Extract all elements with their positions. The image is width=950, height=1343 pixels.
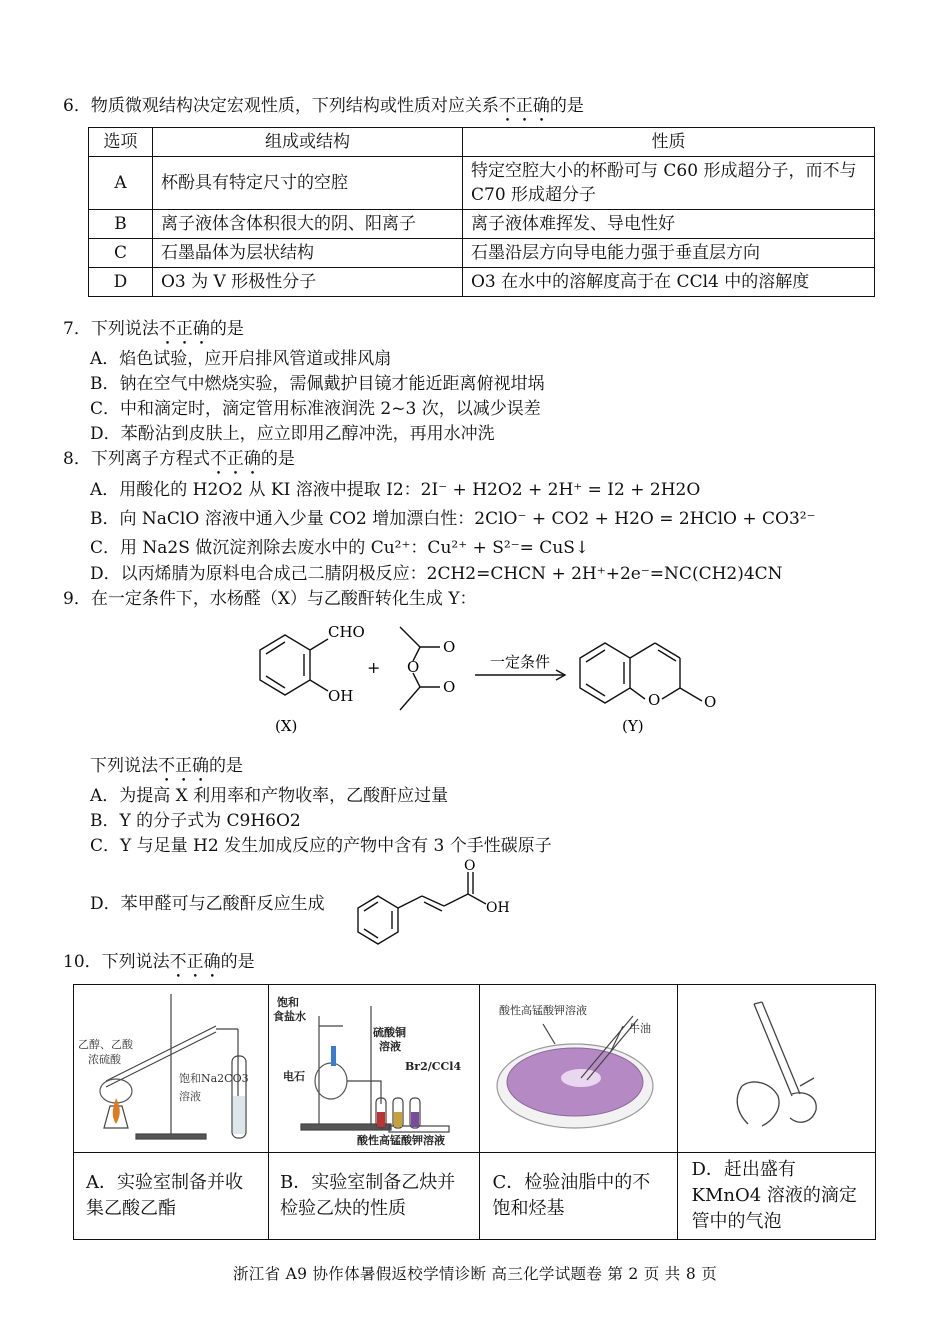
table-row xyxy=(89,239,875,268)
q9-label-y: (Y) xyxy=(622,717,644,735)
acetylene-kmno4-label: 酸性高锰酸钾溶液 xyxy=(357,1134,445,1146)
q9-d-o-label: O xyxy=(464,858,476,874)
q9-option-c: C．Y 与足量 H2 发生加成反应的产物中含有 3 个手性碳原子 xyxy=(90,836,552,856)
q10-caption-a: A．实验室制备并收集乙酸乙酯 xyxy=(74,1153,269,1240)
q8-stem: 8．下列离子方程式不正确的是 xyxy=(63,449,295,469)
q9-plus-sign: + xyxy=(367,658,381,677)
q9-option-b: B．Y 的分子式为 C9H6O2 xyxy=(90,811,301,831)
q10-stem: 10．下列说法不正确的是 xyxy=(63,952,255,972)
q6-row-option: C xyxy=(89,239,153,268)
q9-reaction-scheme xyxy=(230,615,750,740)
q10-caption-c: C．检验油脂中的不饱和烃基 xyxy=(480,1153,678,1240)
acetylene-brine-label: 饱和 xyxy=(277,996,299,1009)
q9-d-oh-label: OH xyxy=(486,900,510,916)
ester-apparatus-illustration xyxy=(76,986,266,1146)
q9-label-x: (X) xyxy=(275,717,298,735)
acetylene-cuso4-label: 溶液 xyxy=(379,1040,401,1053)
q6-row-structure: 石墨晶体为层状结构 xyxy=(153,239,463,268)
q7-option-d: D．苯酚沾到皮肤上，应立即用乙醇冲洗，再用水冲洗 xyxy=(90,424,495,444)
table-row xyxy=(89,157,875,210)
table-row xyxy=(89,268,875,297)
acetylene-apparatus-illustration xyxy=(271,986,477,1146)
q9-o-label: O xyxy=(443,678,456,696)
q6-row-property: 特定空腔大小的杯酚可与 C60 形成超分子，而不与 C70 形成超分子 xyxy=(463,157,875,210)
q6-row-structure: 杯酚具有特定尺寸的空腔 xyxy=(153,157,463,210)
q6-header-structure: 组成或结构 xyxy=(153,128,463,157)
q8-option-d: D．以丙烯腈为原料电合成己二腈阴极反应：2CH2=CHCN + 2H⁺+2e⁻=NC(CH2)4CN xyxy=(90,564,783,584)
q6-row-property: 离子液体难挥发、导电性好 xyxy=(463,210,875,239)
acetylene-brine-label: 食盐水 xyxy=(273,1010,306,1023)
oil-tallow-label: 牛油 xyxy=(628,1022,651,1035)
q6-row-property: 石墨沿层方向导电能力强于垂直层方向 xyxy=(463,239,875,268)
page-footer: 浙江省 A9 协作体暑假返校学情诊断 高三化学试题卷 第 2 页 共 8 页 xyxy=(232,1265,718,1283)
q10-caption-d: D．赶出盛有 KMnO4 溶液的滴定管中的气泡 xyxy=(678,1153,876,1240)
q6-table xyxy=(88,127,875,297)
q9-o-label: O xyxy=(443,638,456,656)
q9-sub-stem: 下列说法不正确的是 xyxy=(90,756,243,776)
q7-stem: 7．下列说法不正确的是 xyxy=(63,319,244,339)
q8-option-a: A．用酸化的 H2O2 从 KI 溶液中提取 I2：2I⁻ + H2O2 + 2H⁺ = I2 + 2H2O xyxy=(90,480,701,500)
q6-row-structure: 离子液体含体积很大的阴、阳离子 xyxy=(153,210,463,239)
q8-option-c: C．用 Na2S 做沉淀剂除去废水中的 Cu²⁺：Cu²⁺ + S²⁻= CuS↓ xyxy=(90,538,590,558)
q10-image-a xyxy=(74,985,269,1153)
q6-row-structure: O3 为 V 形极性分子 xyxy=(153,268,463,297)
q9-o-label: O xyxy=(704,693,717,711)
q6-row-option: D xyxy=(89,268,153,297)
q6-header-option: 选项 xyxy=(89,128,153,157)
q9-stem: 9．在一定条件下，水杨醛（X）与乙酸酐转化生成 Y： xyxy=(63,589,477,609)
q10-image-c xyxy=(480,985,678,1153)
ester-solution-label: 饱和Na2CO3 xyxy=(179,1072,249,1085)
q9-option-a: A．为提高 X 利用率和产物收率，乙酸酐应过量 xyxy=(90,786,449,806)
q10-table xyxy=(73,984,876,1240)
burette-illustration xyxy=(682,986,872,1146)
q9-o-label: O xyxy=(648,691,661,709)
acetylene-cuso4-label: 硫酸铜 xyxy=(373,1026,406,1039)
q6-header-row xyxy=(89,128,875,157)
q6-row-property: O3 在水中的溶解度高于在 CCl4 中的溶解度 xyxy=(463,268,875,297)
q9-o-label: O xyxy=(407,658,420,676)
q9-cinnamic-acid-structure xyxy=(350,858,520,948)
acetylene-carbide-label: 电石 xyxy=(283,1070,305,1083)
q6-row-option: B xyxy=(89,210,153,239)
table-row xyxy=(89,210,875,239)
q6-header-property: 性质 xyxy=(463,128,875,157)
q10-caption-b: B．实验室制备乙炔并检验乙炔的性质 xyxy=(269,1153,480,1240)
q7-option-c: C．中和滴定时，滴定管用标准液润洗 2~3 次，以减少误差 xyxy=(90,399,541,419)
ester-acid-label: 浓硫酸 xyxy=(88,1053,121,1066)
q10-image-b xyxy=(269,985,480,1153)
ester-solution-label: 溶液 xyxy=(179,1090,201,1103)
q9-oh-label: OH xyxy=(328,687,354,705)
oil-test-illustration xyxy=(483,986,675,1146)
q6-stem: 6．物质微观结构决定宏观性质，下列结构或性质对应关系不正确的是 xyxy=(63,96,584,116)
q10-caption-row xyxy=(74,1153,876,1240)
q9-arrow-condition: 一定条件 xyxy=(490,653,551,671)
q8-option-b: B．向 NaClO 溶液中通入少量 CO2 增加漂白性：2ClO⁻ + CO2 + H2O = 2HClO + CO3²⁻ xyxy=(90,509,816,529)
q10-image-row xyxy=(74,985,876,1153)
q10-image-d xyxy=(678,985,876,1153)
ester-reagent-label: 乙醇、乙酸 xyxy=(78,1038,133,1051)
q7-option-a: A．焰色试验，应开启排风管道或排风扇 xyxy=(90,349,392,369)
oil-kmno4-label: 酸性高锰酸钾溶液 xyxy=(498,1004,587,1017)
q7-option-b: B．钠在空气中燃烧实验，需佩戴护目镜才能近距离俯视坩埚 xyxy=(90,374,545,394)
q9-option-d: D．苯甲醛可与乙酸酐反应生成 xyxy=(90,894,325,914)
q9-cho-label: CHO xyxy=(328,623,365,641)
acetylene-bromine-label: Br2/CCl4 xyxy=(405,1060,462,1073)
q6-row-option: A xyxy=(89,157,153,210)
